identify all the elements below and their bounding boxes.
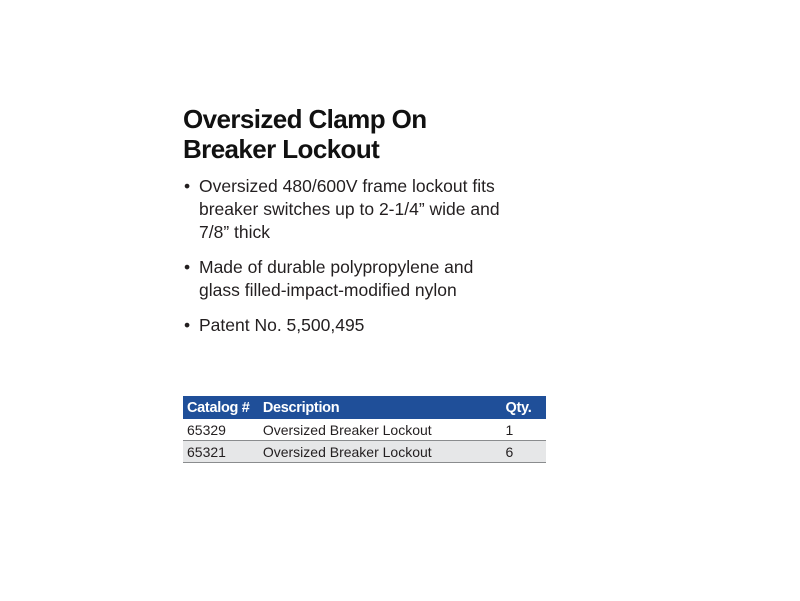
- feature-text-line: Made of durable polypropylene and: [199, 257, 474, 277]
- cell-catalog-number: 65329: [183, 419, 259, 441]
- catalog-table-container: [183, 396, 546, 463]
- catalog-table: [183, 396, 546, 463]
- header-quantity: Qty.: [502, 396, 547, 419]
- product-title-line-1: Oversized Clamp On: [183, 104, 427, 134]
- feature-item: [183, 256, 563, 302]
- feature-item: [183, 314, 563, 337]
- bullet-marker: •: [184, 315, 191, 335]
- table-row: [183, 419, 546, 441]
- feature-text-line: Patent No. 5,500,495: [199, 315, 365, 335]
- table-row: [183, 441, 546, 463]
- cell-catalog-number: 65321: [183, 441, 259, 463]
- product-title-line-2: Breaker Lockout: [183, 134, 380, 164]
- feature-text-line: glass filled-impact-modified nylon: [199, 280, 457, 300]
- cell-quantity: 1: [502, 419, 547, 441]
- bullet-marker: •: [184, 257, 191, 277]
- cell-quantity: 6: [502, 441, 547, 463]
- feature-list: [183, 175, 563, 349]
- feature-text-line: Oversized 480/600V frame lockout fits: [199, 176, 495, 196]
- product-title: [183, 104, 427, 164]
- bullet-marker: •: [184, 176, 191, 196]
- feature-item: [183, 175, 563, 244]
- table-header-row: [183, 396, 546, 419]
- cell-description: Oversized Breaker Lockout: [259, 419, 502, 441]
- cell-description: Oversized Breaker Lockout: [259, 441, 502, 463]
- feature-text-line: 7/8” thick: [199, 222, 270, 242]
- header-catalog-number: Catalog #: [183, 396, 259, 419]
- feature-text-line: breaker switches up to 2-1/4” wide and: [199, 199, 500, 219]
- header-description: Description: [259, 396, 502, 419]
